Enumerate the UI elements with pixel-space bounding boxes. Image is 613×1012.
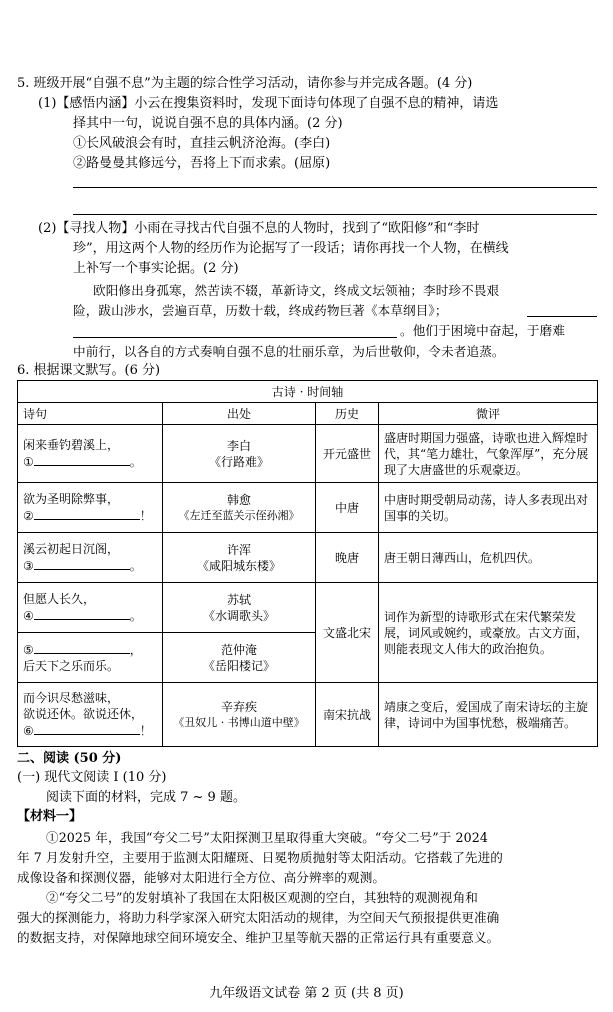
q5-passage-line2: 险，跋山涉水，尝遍百草，历数十载，终成药物巨著《本草纲目》； [73,303,448,318]
table-header-row [18,403,598,425]
poem-line: 但愿人长久， [23,592,96,606]
table-row [18,483,598,533]
comment: 词作为新型的诗歌形式在宋代繁荣发展，词风或婉约，或豪放。古文方面，则能表现文人伟大的政治抱负。 [379,583,598,683]
material-para2-line2: 强大的探测能力，将助力科学家深入研究太阳活动的规律，为空间天气预报提供更准确 [17,910,500,925]
poem-line: 溪云初起日沉阁， [23,542,120,556]
material-para2-line1: ②“夸父二号”的发射填补了我国在太阳极区观测的空白，其独特的观测视角和 [46,890,478,905]
answer-line[interactable] [527,316,597,317]
fill-blank[interactable]: ⑥ ！ [23,724,152,738]
poem-timeline-table [17,380,598,747]
era: 中唐 [316,483,379,533]
table-row [18,425,598,483]
fill-blank[interactable]: ② ！ [23,509,152,523]
author: 李白 [226,438,251,453]
work: 《水调歌头》 [202,608,275,623]
poem-line: 欲说还休。欲说还休， [23,707,144,721]
comment: 唐王朝日薄西山，危机四伏。 [379,533,598,583]
material-para1-line2: 年 7 月发射升空，主要用于监测太阳耀斑、日冕物质抛射等太阳活动。它搭载了先进的 [17,850,503,865]
section-title: 二、阅读 (50 分) [17,751,122,766]
era: 文盛北宋 [316,583,379,683]
fill-blank[interactable]: ③ 。 [23,559,142,573]
author: 韩愈 [226,492,251,507]
comment: 靖康之变后，爱国成了南宋诗坛的主旋律，诗词中为国事忧愁，极端痛苦。 [379,683,598,747]
q5-passage-line1: 欧阳修出身孤寒，然苦读不辍，革新诗文，终成文坛领袖；李时珍不畏艰 [93,283,500,298]
fill-blank[interactable]: ① 。 [23,455,142,469]
q5-option2: ②路曼曼其修远兮，吾将上下而求索。(屈原) [73,156,331,171]
poem-line: 闲来垂钓碧溪上， [23,438,120,452]
page-footer: 九年级语文试卷 第 2 页 (共 8 页) [209,986,404,1001]
comment: 中唐时期受朝局动荡，诗人多表现出对国事的关切。 [379,483,598,533]
table-title: 古诗 · 时间轴 [18,381,598,403]
answer-line[interactable] [73,214,597,215]
work: 《丑奴儿 · 书博山道中壁》 [173,715,305,729]
instructions: 阅读下面的材料，完成 7 ~ 9 题。 [46,790,246,805]
table-row [18,533,598,583]
work: 《岳阳楼记》 [202,658,275,673]
fill-blank[interactable]: ④ 。 [23,609,142,623]
era: 南宋抗战 [316,683,379,747]
author: 苏轼 [226,592,251,607]
poem-line: 而今识尽愁滋味， [23,691,120,705]
q5-part2-line1: (2)【寻找人物】小雨在寻找古代自强不息的人物时，找到了“欧阳修”和“李时 [38,221,480,236]
author: 范仲淹 [220,642,257,657]
q5-part2-line3: 上补写一个事实论据。(2 分) [73,261,239,276]
work: 《咸阳城东楼》 [196,558,281,573]
q5-title: 5. 班级开展“自强不息”为主题的综合性学习活动，请你参与并完成各题。(4 分) [17,76,473,91]
author: 许浑 [226,542,251,557]
header-source: 出处 [163,403,316,425]
answer-line[interactable] [73,187,597,188]
work: 《左迁至蓝关示侄孙湘》 [178,508,300,522]
poem-line: 欲为圣明除弊事， [23,492,120,506]
material-para1-line1: ①2025 年，我国“夸父二号”太阳探测卫星取得重大突破。“夸父二号”于 2024 [46,830,488,845]
q5-passage-line3-end: 。他们于困境中奋起，于磨难 [400,323,566,338]
q5-option1: ①长风破浪会有时，直挂云帆济沧海。(李白) [73,136,331,151]
comment: 盛唐时期国力强盛，诗歌也进入辉煌时代，其“笔力雄壮，气象浑厚”，充分展现了大唐盛世的乐观豪迈。 [379,425,598,483]
q5-part2-line2: 珍”，用这两个人物的经历作为论据写了一段话；请你再找一个人物，在横线 [73,241,509,256]
work: 《行路难》 [208,454,269,469]
material-heading: 【材料一】 [17,809,83,824]
q5-part1-line1: (1)【感悟内涵】小云在搜集资料时，发现下面诗句体现了自强不息的精神，请选 [38,96,499,111]
header-comment: 微评 [379,403,598,425]
poem-line: 后天下之乐而乐。 [23,659,120,673]
era: 开元盛世 [316,425,379,483]
answer-line[interactable] [73,337,397,338]
fill-blank[interactable]: ⑤ ， [23,643,142,657]
material-para2-line3: 的数据支持，对保障地球空间环境安全、维护卫星等航天器的正常运行具有重要意义。 [17,930,500,945]
era: 晚唐 [316,533,379,583]
material-para1-line3: 成像设备和探测仪器，能够对太阳进行全方位、高分辨率的观测。 [17,870,386,885]
subsection-title: (一) 现代文阅读 Ⅰ (10 分) [17,770,167,785]
table-row [18,583,598,633]
header-line: 诗句 [18,403,163,425]
q5-passage-line4: 中前行，以各自的方式奏响自强不息的壮丽乐章，为后世敬仰，令未者追蒸。 [73,344,505,359]
q5-part1-line2: 择其中一句，说说自强不息的具体内涵。(2 分) [73,116,343,131]
author: 辛弃疾 [220,699,257,714]
header-history: 历史 [316,403,379,425]
table-row [18,683,598,747]
q6-title: 6. 根据课文默写。(6 分) [17,363,161,378]
